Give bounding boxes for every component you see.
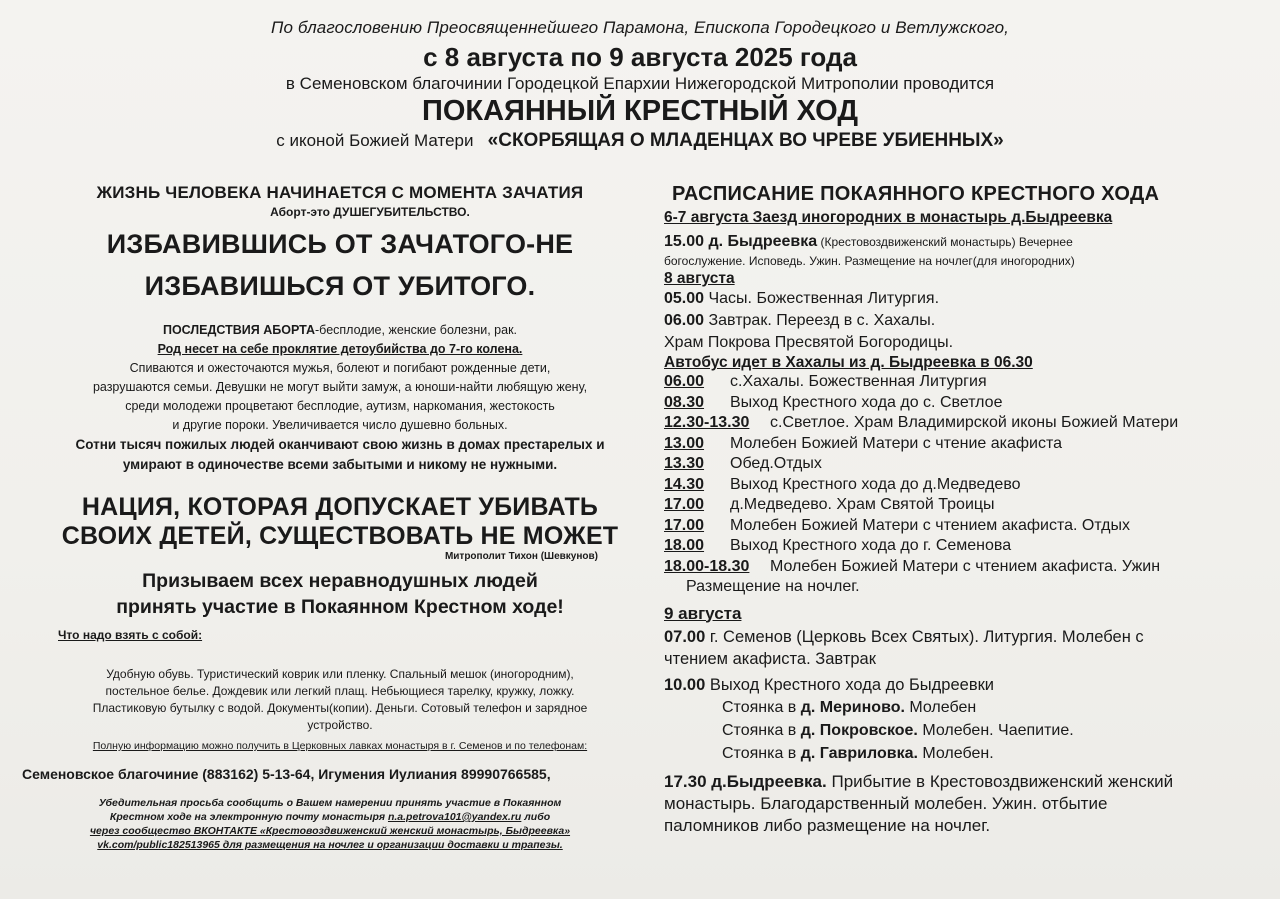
icon-name: «СКОРБЯЩАЯ О МЛАДЕНЦАХ ВО ЧРЕВЕ УБИЕННЫХ» <box>487 130 1004 151</box>
nation-quote <box>40 493 640 551</box>
call-line-2: принять участие в Покаянном Крестном ходе! <box>116 596 564 618</box>
event-text: д.Медведево. Храм Святой Троицы <box>730 496 995 513</box>
event-text: Молебен Божией Матери с чтением акафиста. Ужин <box>770 557 1161 575</box>
para-line-2: разрушаются семьи. Девушки не могут выйти замуж, а юноши-найти любящую жену, <box>92 380 588 394</box>
event-text: Обед.Отдых <box>730 455 822 472</box>
consequences-text: -бесплодие, женские болезни, рак. <box>315 323 518 337</box>
bus-header: Автобус идет в Хахалы из д. Быдреевка в 06.30 <box>664 354 1033 371</box>
stop-place: д. Мериново. <box>800 698 905 716</box>
schedule-title: РАСПИСАНИЕ ПОКАЯННОГО КРЕСТНОГО ХОДА <box>672 183 1160 205</box>
day2-text: г. Семенов (Церковь Всех Святых). Литургия. Молебен с <box>705 627 1144 646</box>
event-text: Молебен Божией Матери с чтение акафиста <box>730 434 1063 452</box>
final-row-3: паломников либо размещение на ночлег. <box>664 815 991 835</box>
arrival-header: 6-7 августа Заезд иногородних в монастырь д.Быдреевка <box>664 209 1113 226</box>
event-row <box>664 516 1254 537</box>
stop-row <box>664 742 1254 765</box>
items-line-1: Удобную обувь. Туристический коврик или пленку. Спальный мешок (иногородним), <box>106 667 574 681</box>
final-row-1 <box>664 771 1254 793</box>
event-time: 17.00 <box>664 496 705 513</box>
stop-prefix: Стоянка в <box>722 744 801 762</box>
call-to-action <box>40 568 640 620</box>
slogan-line-2: ИЗБАВИШЬСЯ ОТ УБИТОГО. <box>144 271 536 301</box>
request-line-4: vk.com/public182513965 для размещения на ночлег и организации доставки и трапезы. <box>97 839 563 851</box>
elderly-line-1: Сотни тысяч пожилых людей оканчивают свою жизнь в домах престарелых и <box>75 437 605 452</box>
request-line-3: через сообщество ВКОНТАКТЕ «Крестовоздвиженский женский монастырь, Быдреевка» <box>89 825 571 837</box>
stop-text: Молебен. <box>917 744 994 762</box>
event-row <box>664 475 1254 496</box>
call-line-1: Призываем всех неравнодушных людей <box>142 570 538 592</box>
event-text: с.Хахалы. Божественная Литургия <box>730 373 987 390</box>
stop-prefix: Стоянка в <box>722 721 801 739</box>
icon-line <box>0 130 1280 152</box>
request-line-1: Убедительная просьба сообщить о Вашем намерении принять участие в Покаянном <box>98 797 562 809</box>
items-line-3: Пластиковую бутылку с водой. Документы(копии). Деньги. Сотовый телефон и зарядное <box>92 701 588 715</box>
phones-line: Семеновское благочиние (883162) 5-13-64, Игумения Иулиания 89990766585, <box>22 766 551 782</box>
event-row <box>664 495 1254 516</box>
curse-line: Род несет на себе проклятие детоубийства до 7-го колена. <box>157 342 523 356</box>
final-text: Прибытие в Крестовоздвиженский женский <box>826 771 1174 791</box>
para-line-1: Спиваются и ожесточаются мужья, болеют и погибают рожденные дети, <box>129 361 551 375</box>
day2-time: 07.00 <box>664 627 706 646</box>
day1-row-2 <box>664 310 1254 332</box>
event-text: Выход Крестного хода до д.Медведево <box>730 475 1021 493</box>
slogan <box>40 223 640 307</box>
request-line-2-end: либо <box>521 811 551 823</box>
take-label: Что надо взять с собой: <box>58 628 203 642</box>
arrival-place: (Крестовоздвиженский монастырь) Вечернее <box>817 235 1073 249</box>
blessing-line: По благословению Преосвященнейшего Парамона, Епископа Городецкого и Ветлужского, <box>271 18 1009 37</box>
consequences-label: ПОСЛЕДСТВИЯ АБОРТА <box>162 323 316 337</box>
consequences-block <box>40 321 640 435</box>
request-email-link[interactable]: n.a.petrova101@yandex.ru <box>387 811 522 823</box>
dates-line: с 8 августа по 9 августа 2025 года <box>423 42 857 72</box>
event-text: Молебен Божией Матери с чтением акафиста. Отдых <box>730 516 1131 534</box>
request-block <box>20 796 640 852</box>
day1-row-1-text: Часы. Божественная Литургия. <box>704 290 940 307</box>
para-line-4: и другие пороки. Увеличивается число душевно больных. <box>172 418 508 432</box>
left-subheading: Аборт-это ДУШЕГУБИТЕЛЬСТВО. <box>270 205 470 219</box>
event-row <box>664 434 1254 455</box>
elderly-block <box>40 435 640 475</box>
day2-walk-text: Выход Крестного хода до Быдреевки <box>705 675 995 694</box>
event-text: Выход Крестного хода до г. Семенова <box>730 537 1012 554</box>
event-row <box>664 393 1254 414</box>
event-row <box>664 413 1254 434</box>
stop-row <box>664 696 1254 719</box>
stop-place: д. Гавриловка. <box>800 744 918 762</box>
day1-row-3: Храм Покрова Пресвятой Богородицы. <box>664 334 954 351</box>
para-line-3: среди молодежи процветают бесплодие, аутизм, наркомания, жестокость <box>125 399 555 413</box>
nation-line-1: НАЦИЯ, КОТОРАЯ ДОПУСКАЕТ УБИВАТЬ <box>81 493 599 521</box>
stop-prefix: Стоянка в <box>722 698 801 716</box>
day2-row-1 <box>664 626 1254 648</box>
items-list <box>40 666 640 734</box>
arrival-row <box>664 231 1254 253</box>
day2-row-2 <box>664 674 1254 696</box>
items-line-2: постельное белье. Дождевик или легкий плащ. Небьющиеся тарелку, кружку, ложку. <box>105 684 575 698</box>
schedule-column <box>664 183 1254 837</box>
events-list <box>664 372 1254 598</box>
event-text: с.Светлое. Храм Владимирской иконы Божией Матери <box>770 414 1179 431</box>
elderly-line-2: умирают в одиночестве всеми забытыми и никому не нужными. <box>122 457 558 472</box>
left-heading: ЖИЗНЬ ЧЕЛОВЕКА НАЧИНАЕТСЯ С МОМЕНТА ЗАЧАТИЯ <box>96 183 584 202</box>
nation-line-2: СВОИХ ДЕТЕЙ, СУЩЕСТВОВАТЬ НЕ МОЖЕТ <box>61 522 619 550</box>
event-time: 18.00 <box>664 537 705 554</box>
slogan-line-1: ИЗБАВИВШИСЬ ОТ ЗАЧАТОГО-НЕ <box>106 229 574 259</box>
header <box>0 18 1280 152</box>
request-line-2-text: Крестном ходе на электронную почту монастыря <box>109 811 388 823</box>
info-line: Полную информацию можно получить в Церковных лавках монастыря в г. Семенов и по телефонам: <box>92 740 588 752</box>
day1-row-1-time: 05.00 <box>664 290 705 307</box>
page-title: ПОКАЯННЫЙ КРЕСТНЫЙ ХОД <box>421 95 859 127</box>
day1-header: 8 августа <box>664 270 735 287</box>
stop-place: д. Покровское. <box>800 721 918 739</box>
request-line-2 <box>20 810 640 824</box>
arrival-line-2: богослужение. Исповедь. Ужин. Размещение на ночлег(для иногородних) <box>664 254 1075 268</box>
event-time: 17.00 <box>664 516 705 534</box>
icon-prefix: с иконой Божией Матери <box>276 131 474 150</box>
event-time: 13.30 <box>664 455 705 472</box>
day2-row-1b: чтением акафиста. Завтрак <box>664 649 876 668</box>
day1-row-1 <box>664 288 1254 310</box>
event-time: 14.30 <box>664 475 705 493</box>
event-text: Выход Крестного хода до с. Светлое <box>730 393 1003 411</box>
event-time: 08.30 <box>664 393 705 411</box>
day1-row-2-time: 06.00 <box>664 312 705 329</box>
day2-walk-time: 10.00 <box>664 675 706 694</box>
event-row <box>664 536 1254 557</box>
arrival-time: 15.00 д. Быдреевка <box>664 233 818 250</box>
stop-row <box>664 719 1254 742</box>
final-row-2: монастырь. Благодарственный молебен. Ужин. отбытие <box>664 793 1108 813</box>
day2-header: 9 августа <box>664 603 742 623</box>
event-row <box>664 372 1254 393</box>
day1-row-2-text: Завтрак. Переезд в с. Хахалы. <box>704 312 936 329</box>
event-time: 18.00-18.30 <box>664 557 750 575</box>
night-row <box>664 577 1254 598</box>
event-row <box>664 557 1254 578</box>
event-time: 13.00 <box>664 434 705 452</box>
quote-author: Митрополит Тихон (Шевкунов) <box>444 551 598 562</box>
event-time: 12.30-13.30 <box>664 414 750 431</box>
night-text: Размещение на ночлег. <box>686 578 860 595</box>
final-time-place: 17.30 д.Быдреевка. <box>664 771 827 791</box>
event-time: 06.00 <box>664 373 705 390</box>
stop-text: Молебен. Чаепитие. <box>917 721 1074 739</box>
items-line-4: устройство. <box>307 718 373 732</box>
event-row <box>664 454 1254 475</box>
left-column <box>22 183 640 852</box>
intro-line: в Семеновском благочинии Городецкой Епархии Нижегородской Митрополии проводится <box>285 74 995 93</box>
stop-text: Молебен <box>904 698 977 716</box>
consequences-line <box>40 321 640 340</box>
